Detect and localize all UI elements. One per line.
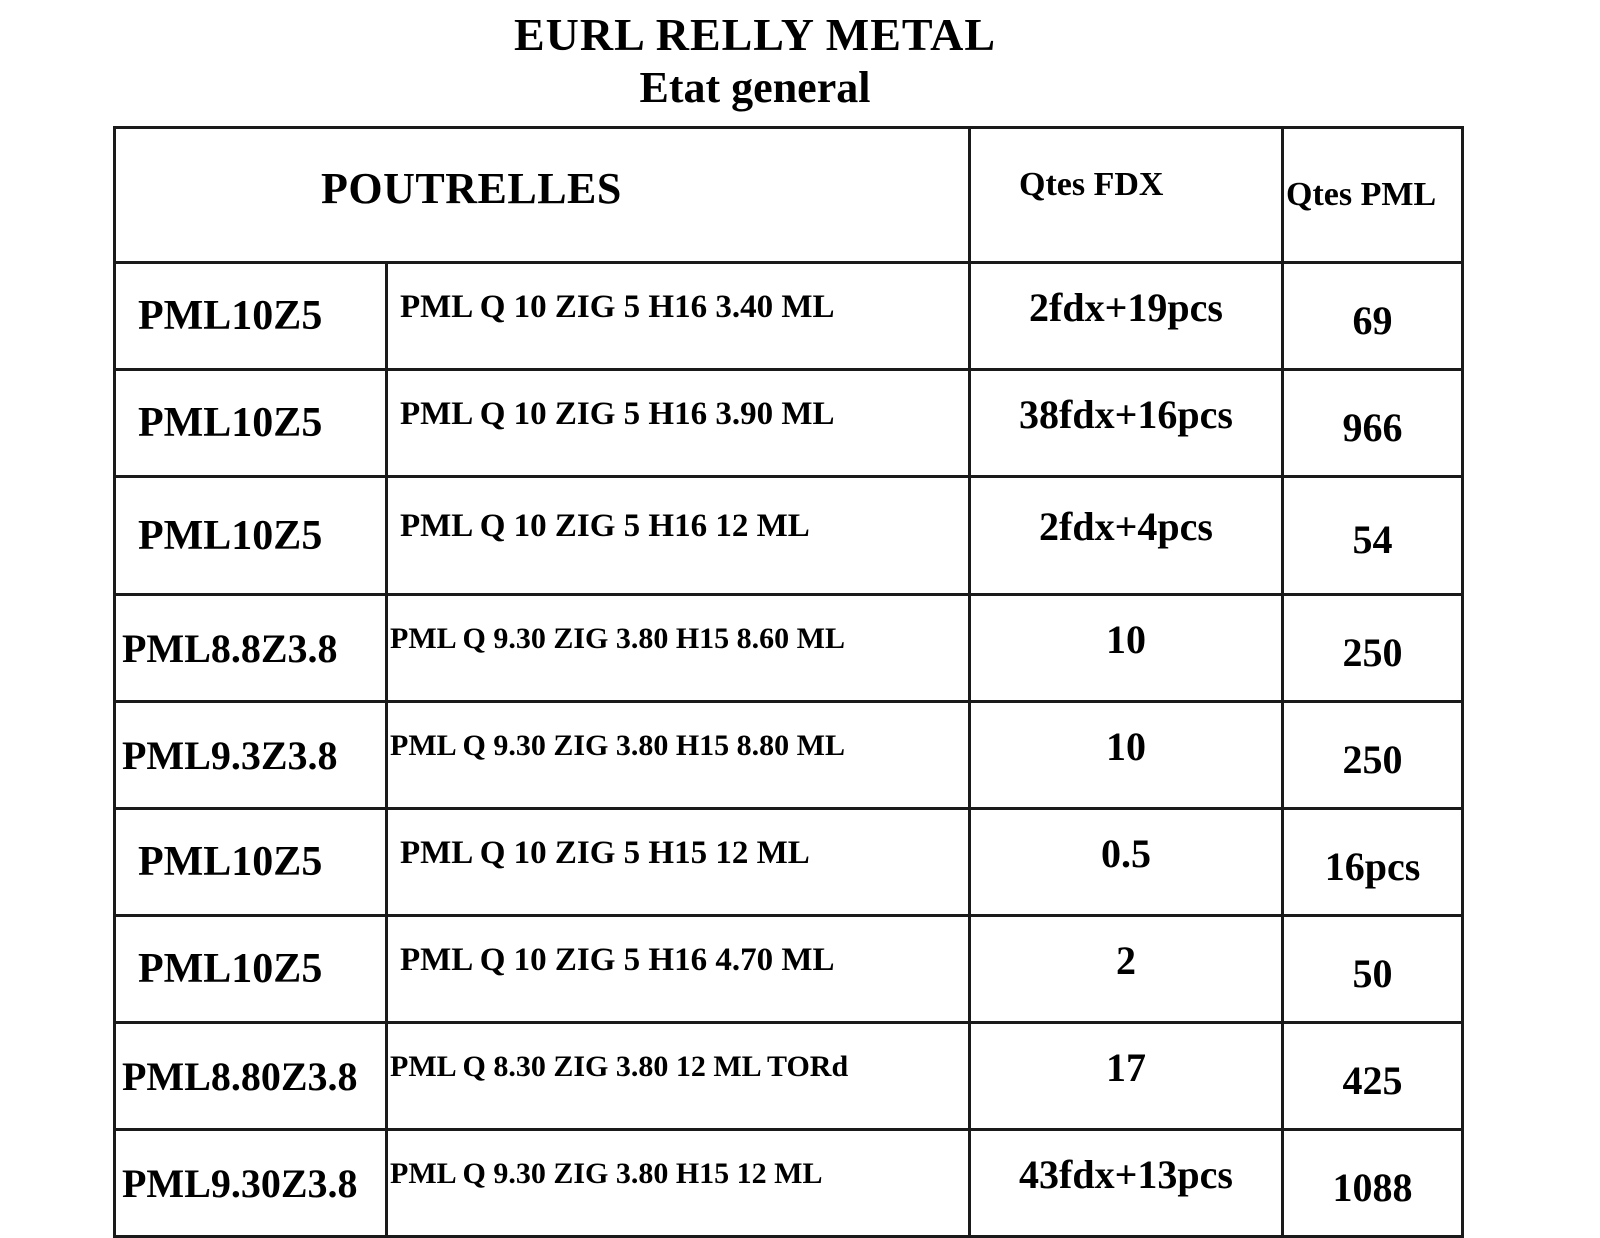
qty-pml-cell: 250 (1283, 702, 1463, 809)
inventory-table (113, 126, 1464, 1238)
table-row (115, 702, 1463, 809)
product-description-cell: PML Q 10 ZIG 5 H15 12 ML (387, 809, 970, 916)
qty-pml-cell: 250 (1283, 595, 1463, 702)
product-description-cell: PML Q 9.30 ZIG 3.80 H15 8.80 ML (387, 702, 970, 809)
document-title: EURL RELLY METAL (513, 9, 997, 60)
table-row (115, 1023, 1463, 1130)
document-subtitle: Etat general (639, 63, 871, 112)
table-row (115, 595, 1463, 702)
product-code-cell: PML10Z5 (115, 477, 387, 595)
qty-fdx-cell: 38fdx+16pcs (970, 370, 1283, 477)
header-qty-pml: Qtes PML (1283, 128, 1463, 263)
table-row (115, 916, 1463, 1023)
product-description-cell: PML Q 10 ZIG 5 H16 3.40 ML (387, 263, 970, 370)
product-code-cell: PML10Z5 (115, 916, 387, 1023)
table-row (115, 809, 1463, 916)
header-qty-fdx: Qtes FDX (970, 128, 1283, 263)
product-code-cell: PML8.80Z3.8 (115, 1023, 387, 1130)
product-description-cell: PML Q 9.30 ZIG 3.80 H15 12 ML (387, 1130, 970, 1237)
product-code-cell: PML10Z5 (115, 263, 387, 370)
product-description-cell: PML Q 8.30 ZIG 3.80 12 ML TORd (387, 1023, 970, 1130)
product-code-cell: PML9.3Z3.8 (115, 702, 387, 809)
qty-fdx-cell: 2fdx+19pcs (970, 263, 1283, 370)
table-row (115, 1130, 1463, 1237)
table-row (115, 263, 1463, 370)
product-code-cell: PML9.30Z3.8 (115, 1130, 387, 1237)
table-header-row (115, 128, 1463, 263)
product-code-cell: PML10Z5 (115, 809, 387, 916)
qty-fdx-cell: 0.5 (970, 809, 1283, 916)
qty-fdx-cell: 10 (970, 595, 1283, 702)
qty-pml-cell: 50 (1283, 916, 1463, 1023)
product-description-cell: PML Q 9.30 ZIG 3.80 H15 8.60 ML (387, 595, 970, 702)
product-description-cell: PML Q 10 ZIG 5 H16 3.90 ML (387, 370, 970, 477)
qty-pml-cell: 54 (1283, 477, 1463, 595)
product-code-cell: PML8.8Z3.8 (115, 595, 387, 702)
qty-fdx-cell: 43fdx+13pcs (970, 1130, 1283, 1237)
table-row (115, 370, 1463, 477)
qty-pml-cell: 69 (1283, 263, 1463, 370)
product-code-cell: PML10Z5 (115, 370, 387, 477)
header-products: POUTRELLES (115, 128, 970, 263)
qty-pml-cell: 16pcs (1283, 809, 1463, 916)
qty-fdx-cell: 10 (970, 702, 1283, 809)
qty-fdx-cell: 2 (970, 916, 1283, 1023)
table-row (115, 477, 1463, 595)
qty-fdx-cell: 17 (970, 1023, 1283, 1130)
qty-pml-cell: 1088 (1283, 1130, 1463, 1237)
product-description-cell: PML Q 10 ZIG 5 H16 12 ML (387, 477, 970, 595)
product-description-cell: PML Q 10 ZIG 5 H16 4.70 ML (387, 916, 970, 1023)
qty-fdx-cell: 2fdx+4pcs (970, 477, 1283, 595)
qty-pml-cell: 425 (1283, 1023, 1463, 1130)
qty-pml-cell: 966 (1283, 370, 1463, 477)
